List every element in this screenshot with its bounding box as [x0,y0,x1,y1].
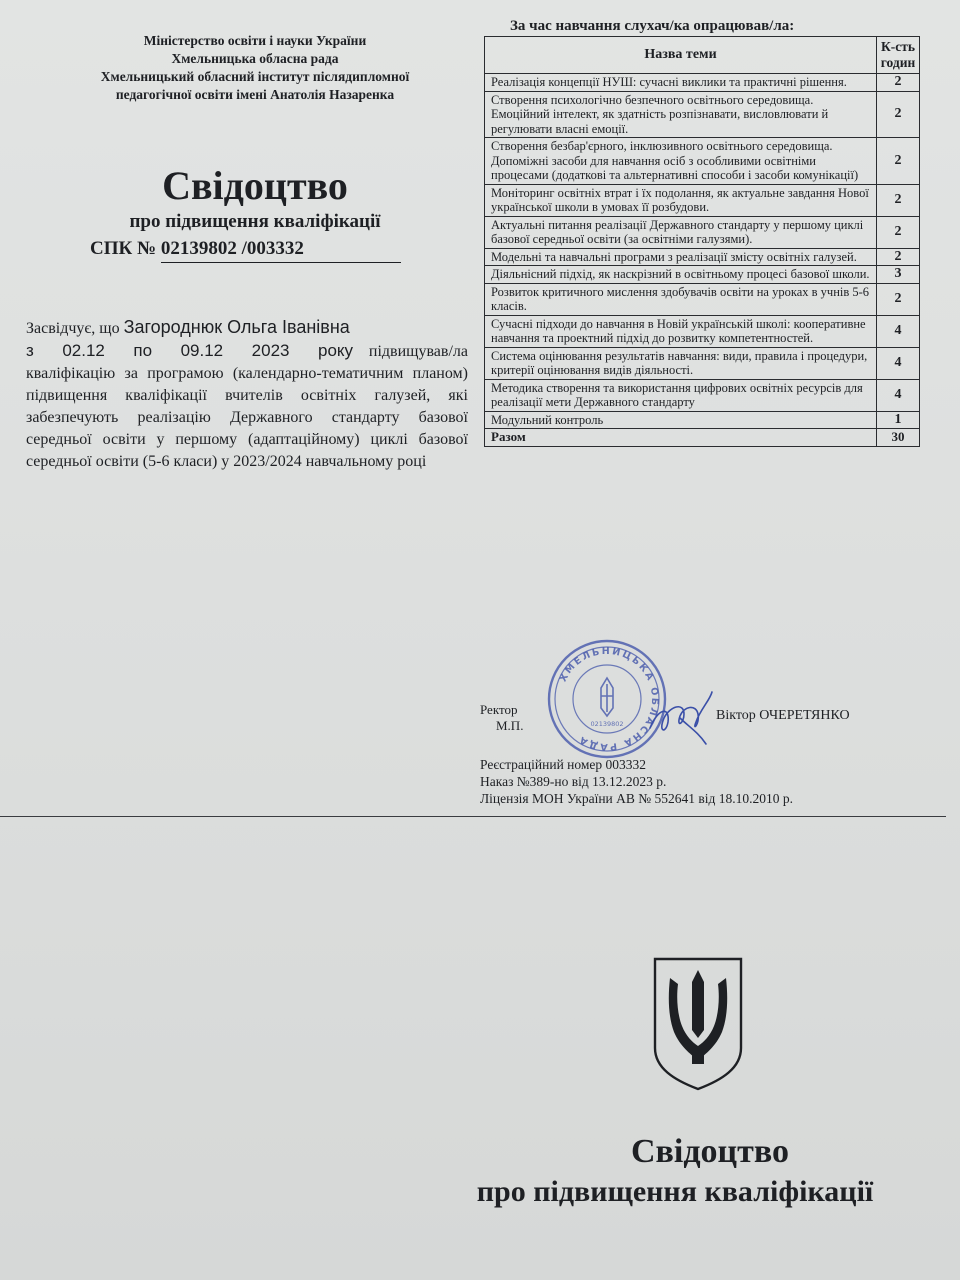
council-line: Хмельницька обласна рада [171,51,339,66]
course-dates: з 02.12 по 09.12 2023 року [26,341,354,360]
rector-name: Віктор ОЧЕРЕТЯНКО [716,708,850,723]
certificate-subtitle: про підвищення кваліфікації [129,211,381,232]
table-row [485,411,920,429]
table-row [485,91,920,138]
col-hours-header: К-сть годин [877,37,920,74]
topic-cell: Модельні та навчальні програми з реалізації змісту освітніх галузей. [485,248,877,266]
hours-cell: 4 [877,379,920,411]
hours-cell: 4 [877,315,920,347]
topics-table [484,36,920,447]
topic-cell: Сучасні підходи до навчання в Новій українській школі: кооперативне навчання та проектний підхід до розвитку компетентностей. [485,315,877,347]
topic-cell: Розвиток критичного мислення здобувачів освіти на уроках в учнів 5-6 класів. [485,283,877,315]
cover-subtitle: про підвищення кваліфікації [476,1175,874,1208]
topic-cell: Реалізація концепції НУШ: сучасні виклики та практичні рішення. [485,74,877,92]
table-row [485,283,920,315]
issuer-header [40,32,470,104]
rector-block [480,702,523,734]
mp-label: М.П. [496,718,524,733]
table-row [485,347,920,379]
institute-line-1: Хмельницький обласний інститут післядипломної [100,69,410,84]
hours-cell: 2 [877,184,920,216]
registration-block [480,756,793,807]
total-hours: 30 [877,429,920,447]
stamp-ring-text: ХМЕЛЬНИЦЬКА ОБЛАСНА РАДА [557,645,661,753]
topic-cell: Моніторинг освітніх втрат і їх подолання, як актуальне завдання Нової української школи в умовах її розбудови. [485,184,877,216]
order-number: Наказ №389-но від 13.12.2023 р. [480,774,667,789]
table-row [485,248,920,266]
topic-cell: Актуальні питання реалізації Державного стандарту у першому циклі базової середньої освіти (за освітніми галузями). [485,216,877,248]
stamp-code: 02139802 [590,720,624,728]
cover-title: Свідоцтво [631,1133,789,1170]
certificate-number [90,236,401,263]
hours-cell: 3 [877,266,920,284]
rector-label: Ректор [480,702,518,717]
topics-body [485,74,920,429]
certificate-title: Свідоцтво [162,163,348,208]
registration-number: Реєстраційний номер 003332 [480,757,647,772]
body-text: підвищував/ла кваліфікацію за програмою (календарно-тематичним планом) підвищення кваліфікації вчителів освітніх галузей, які забезпечують реалізацію Державного стандарту базової середньої освіти у першому (адаптаційному) циклі базової середньої освіти (5-6 класи) у 2023/2024 навчальному році [26,343,468,470]
hours-cell: 2 [877,138,920,185]
table-row [485,266,920,284]
topic-cell: Діяльнісний підхід, як наскрізний в освітньому процесі базової школи. [485,266,877,284]
total-row [485,429,920,447]
hours-cell: 2 [877,248,920,266]
recipient-name: Загороднюк Ольга Іванівна [123,317,350,337]
table-row [485,74,920,92]
topic-cell: Система оцінювання результатів навчання: види, правила і процедури, критерії оцінювання видів діяльності. [485,347,877,379]
ministry-line: Міністерство освіти і науки України [143,33,367,48]
body-lead: Засвідчує, що [26,320,120,337]
topic-cell: Модульний контроль [485,411,877,429]
topic-cell: Методика створення та використання цифрових освітніх ресурсів для реалізації мети Державного стандарту [485,379,877,411]
hours-cell: 2 [877,216,920,248]
topic-cell: Створення психологічно безпечного освітнього середовища. Емоційний інтелект, як здатність розпізнавати, висловлювати й регулювати власні емоції. [485,91,877,138]
table-caption: За час навчання слухач/ка опрацював/ла: [510,18,795,34]
certificate-body [26,316,468,473]
table-row [485,184,920,216]
hours-cell: 2 [877,91,920,138]
number-value: 02139802 /003332 [161,236,401,263]
table-row [485,379,920,411]
license-number: Ліцензія МОН України АВ № 552641 від 18.10.2010 р. [480,791,794,806]
total-label: Разом [485,429,877,447]
table-row [485,138,920,185]
table-header-row [485,37,920,74]
hours-cell: 2 [877,283,920,315]
table-row [485,216,920,248]
number-label: СПК № [90,238,157,259]
hours-cell: 2 [877,74,920,92]
topic-cell: Створення безбар'єрного, інклюзивного освітнього середовища. Допоміжні засоби для навчання осіб з особливими освітніми процесами (додаткові та альтернативні способи і засоби комунікації) [485,138,877,185]
institute-line-2: педагогічної освіти імені Анатолія Назаренка [115,87,395,102]
col-topic-header: Назва теми [485,37,877,74]
trident-emblem-icon [652,956,744,1092]
page-fold-divider [0,816,946,817]
hours-cell: 1 [877,411,920,429]
rector-signature [640,688,720,748]
hours-cell: 4 [877,347,920,379]
table-row [485,315,920,347]
